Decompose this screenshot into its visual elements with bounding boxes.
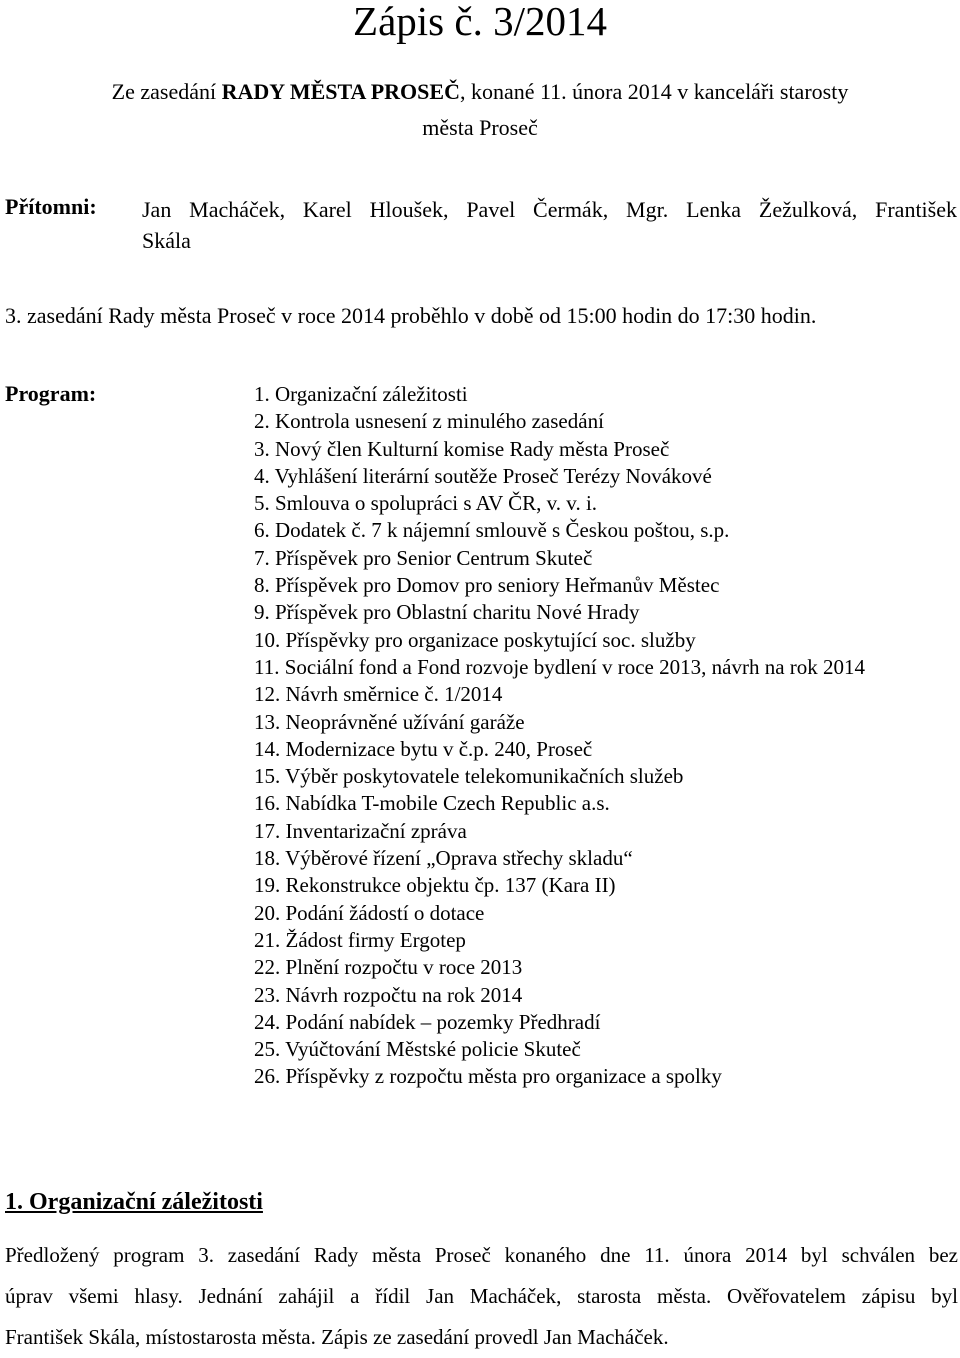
present-members [142,194,957,256]
present-line-2: Skála [142,228,191,253]
program-item: 17. Inventarizační zpráva [254,818,467,843]
program-item: 7. Příspěvek pro Senior Centrum Skuteč [254,545,593,570]
program-item: 26. Příspěvky z rozpočtu města pro organizace a spolky [254,1064,722,1089]
program-item: 8. Příspěvek pro Domov pro seniory Heřmanův Městec [254,573,720,598]
program-item: 14. Modernizace bytu v č.p. 240, Proseč [254,736,593,761]
intro-prefix: Ze zasedání [111,79,222,104]
present-line-1: Jan Macháček, Karel Hloušek, Pavel Čermák, Mgr. Lenka Žežulková, František [142,197,957,222]
program-item: 9. Příspěvek pro Oblastní charitu Nové Hrady [254,600,640,625]
paragraph-line: Předložený program 3. zasedání Rady města Proseč konaného dne 11. února 2014 byl schválen bez [5,1243,958,1267]
program-item: 24. Podání nabídek – pozemky Předhradí [254,1009,601,1034]
council-name: RADY MĚSTA PROSEČ [221,79,460,104]
program-item: 19. Rekonstrukce objektu čp. 137 (Kara II) [254,873,616,898]
program-item: 21. Žádost firmy Ergotep [254,927,466,952]
program-label: Program: [5,381,97,406]
program-item: 11. Sociální fond a Fond rozvoje bydlení v roce 2013, návrh na rok 2014 [254,654,866,679]
intro-line-2: města Proseč [422,115,538,140]
program-list [254,381,865,1091]
program-item: 1. Organizační záležitosti [254,382,468,406]
paragraph-line: úprav všemi hlasy. Jednání zahájil a řídil Jan Macháček, starosta města. Ověřovatelem zápisu byl [5,1284,958,1308]
program-item: 16. Nabídka T-mobile Czech Republic a.s. [254,791,610,816]
section-heading: 1. Organizační záležitosti [5,1189,263,1215]
intro-suffix: , konané 11. února 2014 v kanceláři starosty [459,79,849,104]
meeting-intro [10,74,950,146]
program-item: 20. Podání žádostí o dotace [254,900,485,925]
document-title: Zápis č. 3/2014 [353,0,607,44]
program-item: 18. Výběrové řízení „Oprava střechy skladu“ [254,846,633,871]
program-item: 22. Plnění rozpočtu v roce 2013 [254,955,523,980]
program-item: 25. Vyúčtování Městské policie Skuteč [254,1037,581,1062]
present-label: Přítomni: [5,194,97,219]
program-item: 4. Vyhlášení literární soutěže Proseč Terézy Novákové [254,463,712,488]
program-item: 23. Návrh rozpočtu na rok 2014 [254,982,523,1007]
intro-line-1 [10,74,950,110]
paragraph-line: František Skála, místostarosta města. Zápis ze zasedání provedl Jan Macháček. [5,1325,669,1349]
program-item: 2. Kontrola usnesení z minulého zasedání [254,409,604,434]
program-item: 12. Návrh směrnice č. 1/2014 [254,682,503,707]
meeting-time: 3. zasedání Rady města Proseč v roce 2014 proběhlo v době od 15:00 hodin do 17:30 hodin. [5,303,817,328]
program-item: 15. Výběr poskytovatele telekomunikačních služeb [254,764,684,789]
program-item: 3. Nový člen Kulturní komise Rady města Proseč [254,436,670,461]
program-item: 6. Dodatek č. 7 k nájemní smlouvě s Českou poštou, s.p. [254,518,730,543]
program-item: 13. Neoprávněné užívání garáže [254,709,525,734]
section-paragraph [5,1235,958,1358]
program-item: 10. Příspěvky pro organizace poskytující soc. služby [254,627,696,652]
program-item: 5. Smlouva o spolupráci s AV ČR, v. v. i. [254,491,598,516]
